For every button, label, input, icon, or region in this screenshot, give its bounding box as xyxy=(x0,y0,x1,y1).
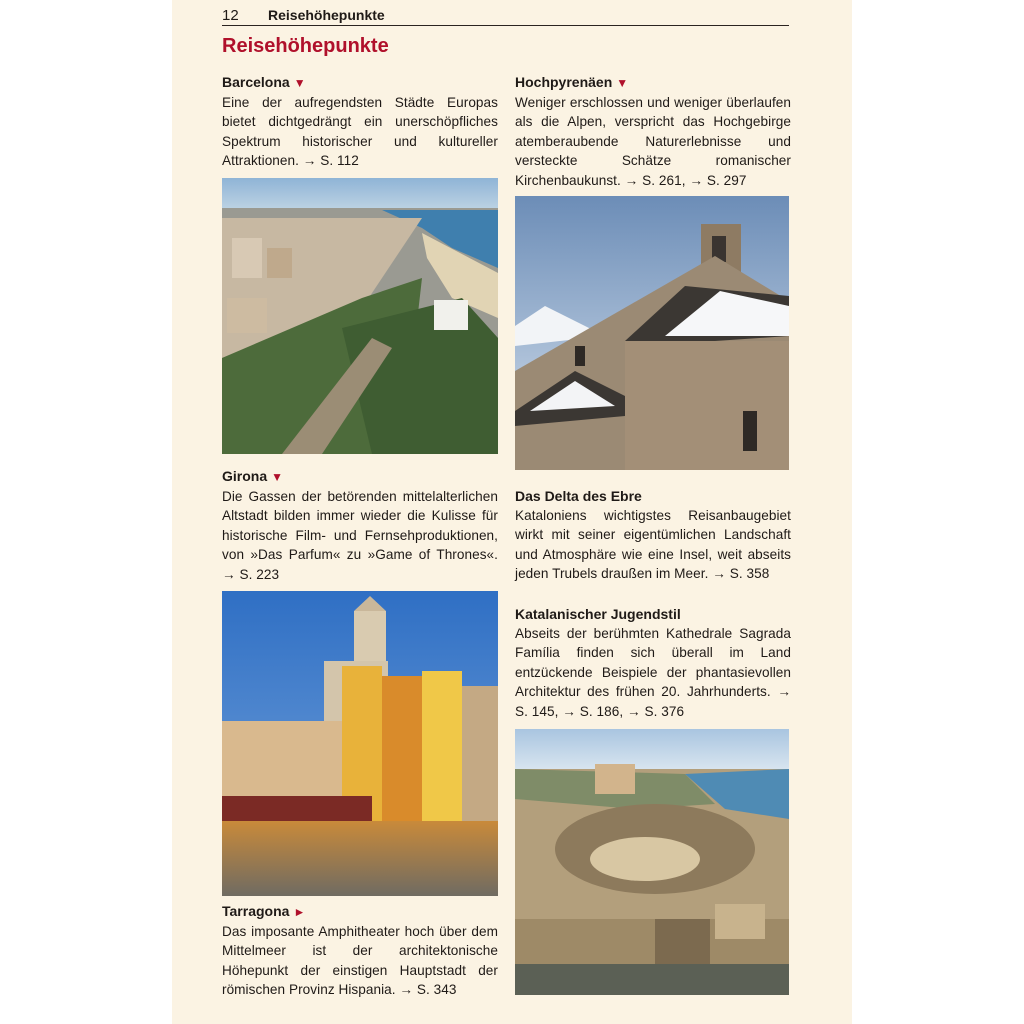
section-text: Abseits der berühmten Kathedrale Sagrada Família finden sich überall im Land entzückende Beispiele der phantasievollen Architektur des frühen 20. Jahrhunderts. → S. 145, → S. 186, → S. 376 xyxy=(515,626,791,719)
photo-tarragona-amphitheater xyxy=(515,729,789,995)
running-header xyxy=(222,6,789,26)
page-title: Reisehöhepunkte xyxy=(222,35,389,57)
section-text: Kataloniens wichtigstes Reisanbaugebiet wirkt mit seiner eigentümlichen Landschaft und Atmosphäre wie eine Insel, weit abseits jeden Trubels draußen im Meer. → S. 358 xyxy=(515,508,791,582)
running-head-title: Reisehöhepunkte xyxy=(268,7,385,23)
section-heading: Girona ▼ xyxy=(222,468,284,484)
section-text: Das imposante Amphitheater hoch über dem Mittelmeer ist der architektonische Höhepunkt der einstigen Hauptstadt der römischen Provinz Hispania. → S. 343 xyxy=(222,924,498,998)
arrow-down-icon: ▼ xyxy=(293,76,306,90)
section-text: Eine der aufregendsten Städte Europas bietet dichtgedrängt ein unerschöpfliches Spektrum historischer und kultureller Attraktionen. → S. 112 xyxy=(222,95,498,169)
photo-romanesque-church xyxy=(515,196,789,470)
section-heading: Das Delta des Ebre xyxy=(515,488,642,504)
section-heading: Tarragona ► xyxy=(222,903,306,919)
section-girona xyxy=(222,467,498,584)
section-ebre-delta xyxy=(515,487,791,584)
section-hochpyrenaeen xyxy=(515,73,791,190)
photo-girona-river-houses xyxy=(222,591,498,896)
photo-barcelona-aerial xyxy=(222,178,498,454)
section-tarragona xyxy=(222,902,498,1000)
section-jugendstil xyxy=(515,605,791,721)
arrow-down-icon: ▼ xyxy=(616,76,629,90)
section-heading: Katalanischer Jugendstil xyxy=(515,606,681,622)
arrow-right-icon: ► xyxy=(293,905,306,919)
page-number: 12 xyxy=(222,7,239,24)
section-heading: Barcelona ▼ xyxy=(222,74,306,90)
section-barcelona xyxy=(222,73,498,171)
section-heading: Hochpyrenäen ▼ xyxy=(515,74,629,90)
section-text: Die Gassen der betörenden mittelalterlichen Altstadt bilden immer wieder die Kulisse für historische Film- und Fernsehproduktionen, von »Das Parfum« zu »Game of Thrones«. → S. 223 xyxy=(222,489,498,582)
section-text: Weniger erschlossen und weniger überlaufen als die Alpen, verspricht das Hochgebirge atemberaubende Naturerlebnisse und versteckte Schätze romanischer Kirchenbaukunst. → S. 261, → S. 297 xyxy=(515,95,791,188)
arrow-down-icon: ▼ xyxy=(271,470,284,484)
